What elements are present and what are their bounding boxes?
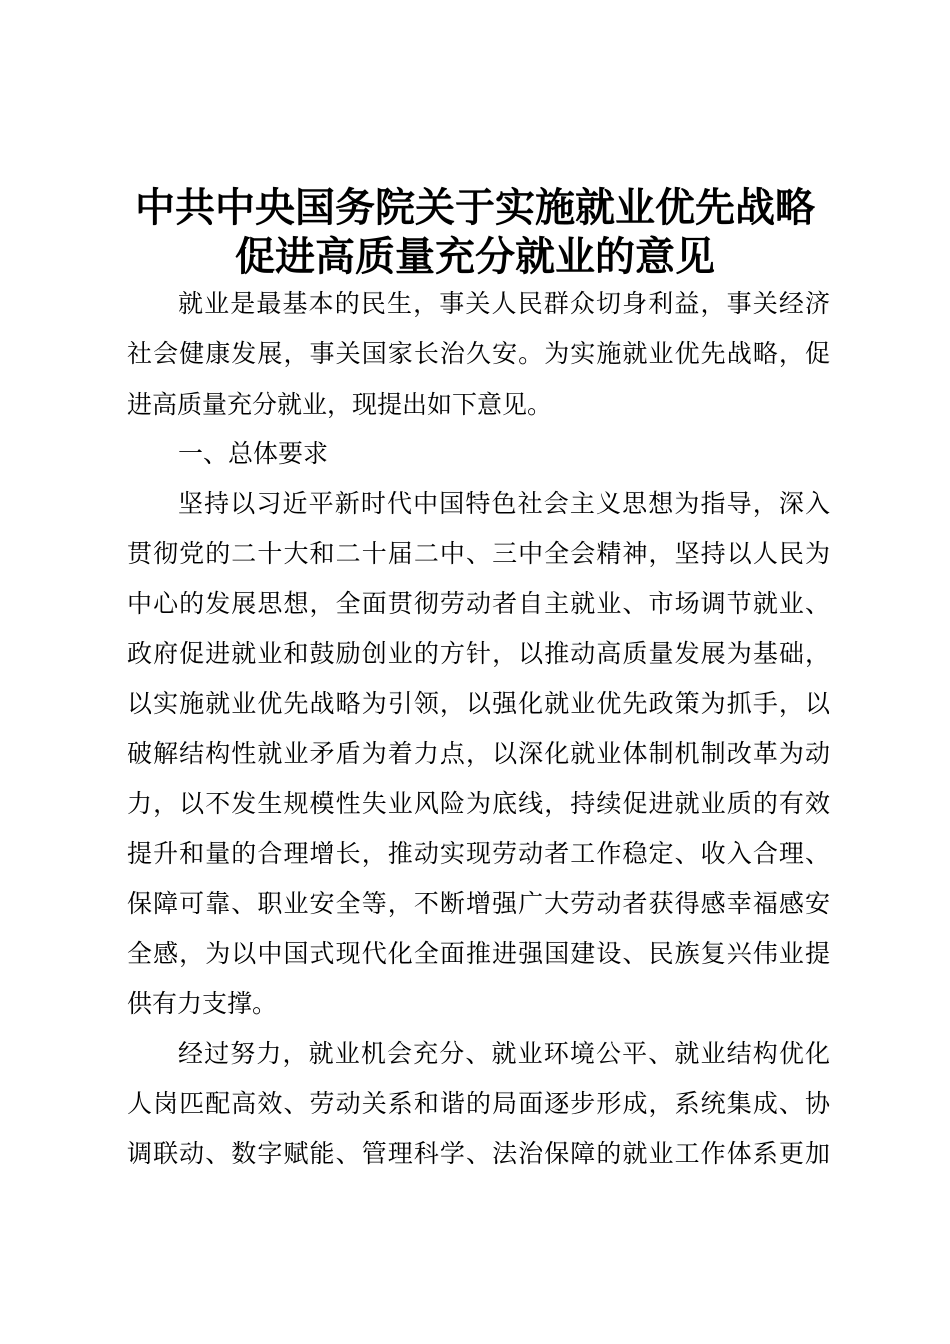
paragraph-line: 社会健康发展，事关国家长治久安。为实施就业优先战略，促: [127, 339, 830, 368]
paragraph-line: 破解结构性就业矛盾为着力点，以深化就业体制机制改革为动: [127, 739, 830, 768]
paragraph-line: 中心的发展思想，全面贯彻劳动者自主就业、市场调节就业、: [127, 589, 830, 618]
paragraph-line: 力，以不发生规模性失业风险为底线，持续促进就业质的有效: [127, 789, 830, 818]
paragraph-line: 保障可靠、职业安全等，不断增强广大劳动者获得感幸福感安: [127, 889, 830, 918]
paragraph-line: 提升和量的合理增长，推动实现劳动者工作稳定、收入合理、: [127, 839, 830, 868]
paragraph-line: 以实施就业优先战略为引领，以强化就业优先政策为抓手，以: [127, 689, 830, 718]
document-title-line-1: 中共中央国务院关于实施就业优先战略: [135, 185, 815, 231]
paragraph-line: 全感，为以中国式现代化全面推进强国建设、民族复兴伟业提: [127, 939, 830, 968]
paragraph-line: 经过努力，就业机会充分、就业环境公平、就业结构优化: [178, 1039, 830, 1068]
paragraph-line: 人岗匹配高效、劳动关系和谐的局面逐步形成，系统集成、协: [127, 1089, 830, 1118]
section-heading: 一、总体要求: [178, 439, 329, 468]
paragraph-line: 政府促进就业和鼓励创业的方针，以推动高质量发展为基础，: [127, 639, 830, 668]
paragraph-line: 就业是最基本的民生，事关人民群众切身利益，事关经济: [178, 289, 830, 318]
paragraph-line: 坚持以习近平新时代中国特色社会主义思想为指导，深入: [178, 489, 830, 518]
paragraph-line: 进高质量充分就业，现提出如下意见。: [127, 390, 553, 419]
paragraph-line: 调联动、数字赋能、管理科学、法治保障的就业工作体系更加: [127, 1139, 830, 1168]
document-title-line-2: 促进高质量充分就业的意见: [235, 234, 715, 280]
paragraph-line: 贯彻党的二十大和二十届二中、三中全会精神，坚持以人民为: [127, 539, 830, 568]
paragraph-line: 供有力支撑。: [127, 989, 278, 1018]
